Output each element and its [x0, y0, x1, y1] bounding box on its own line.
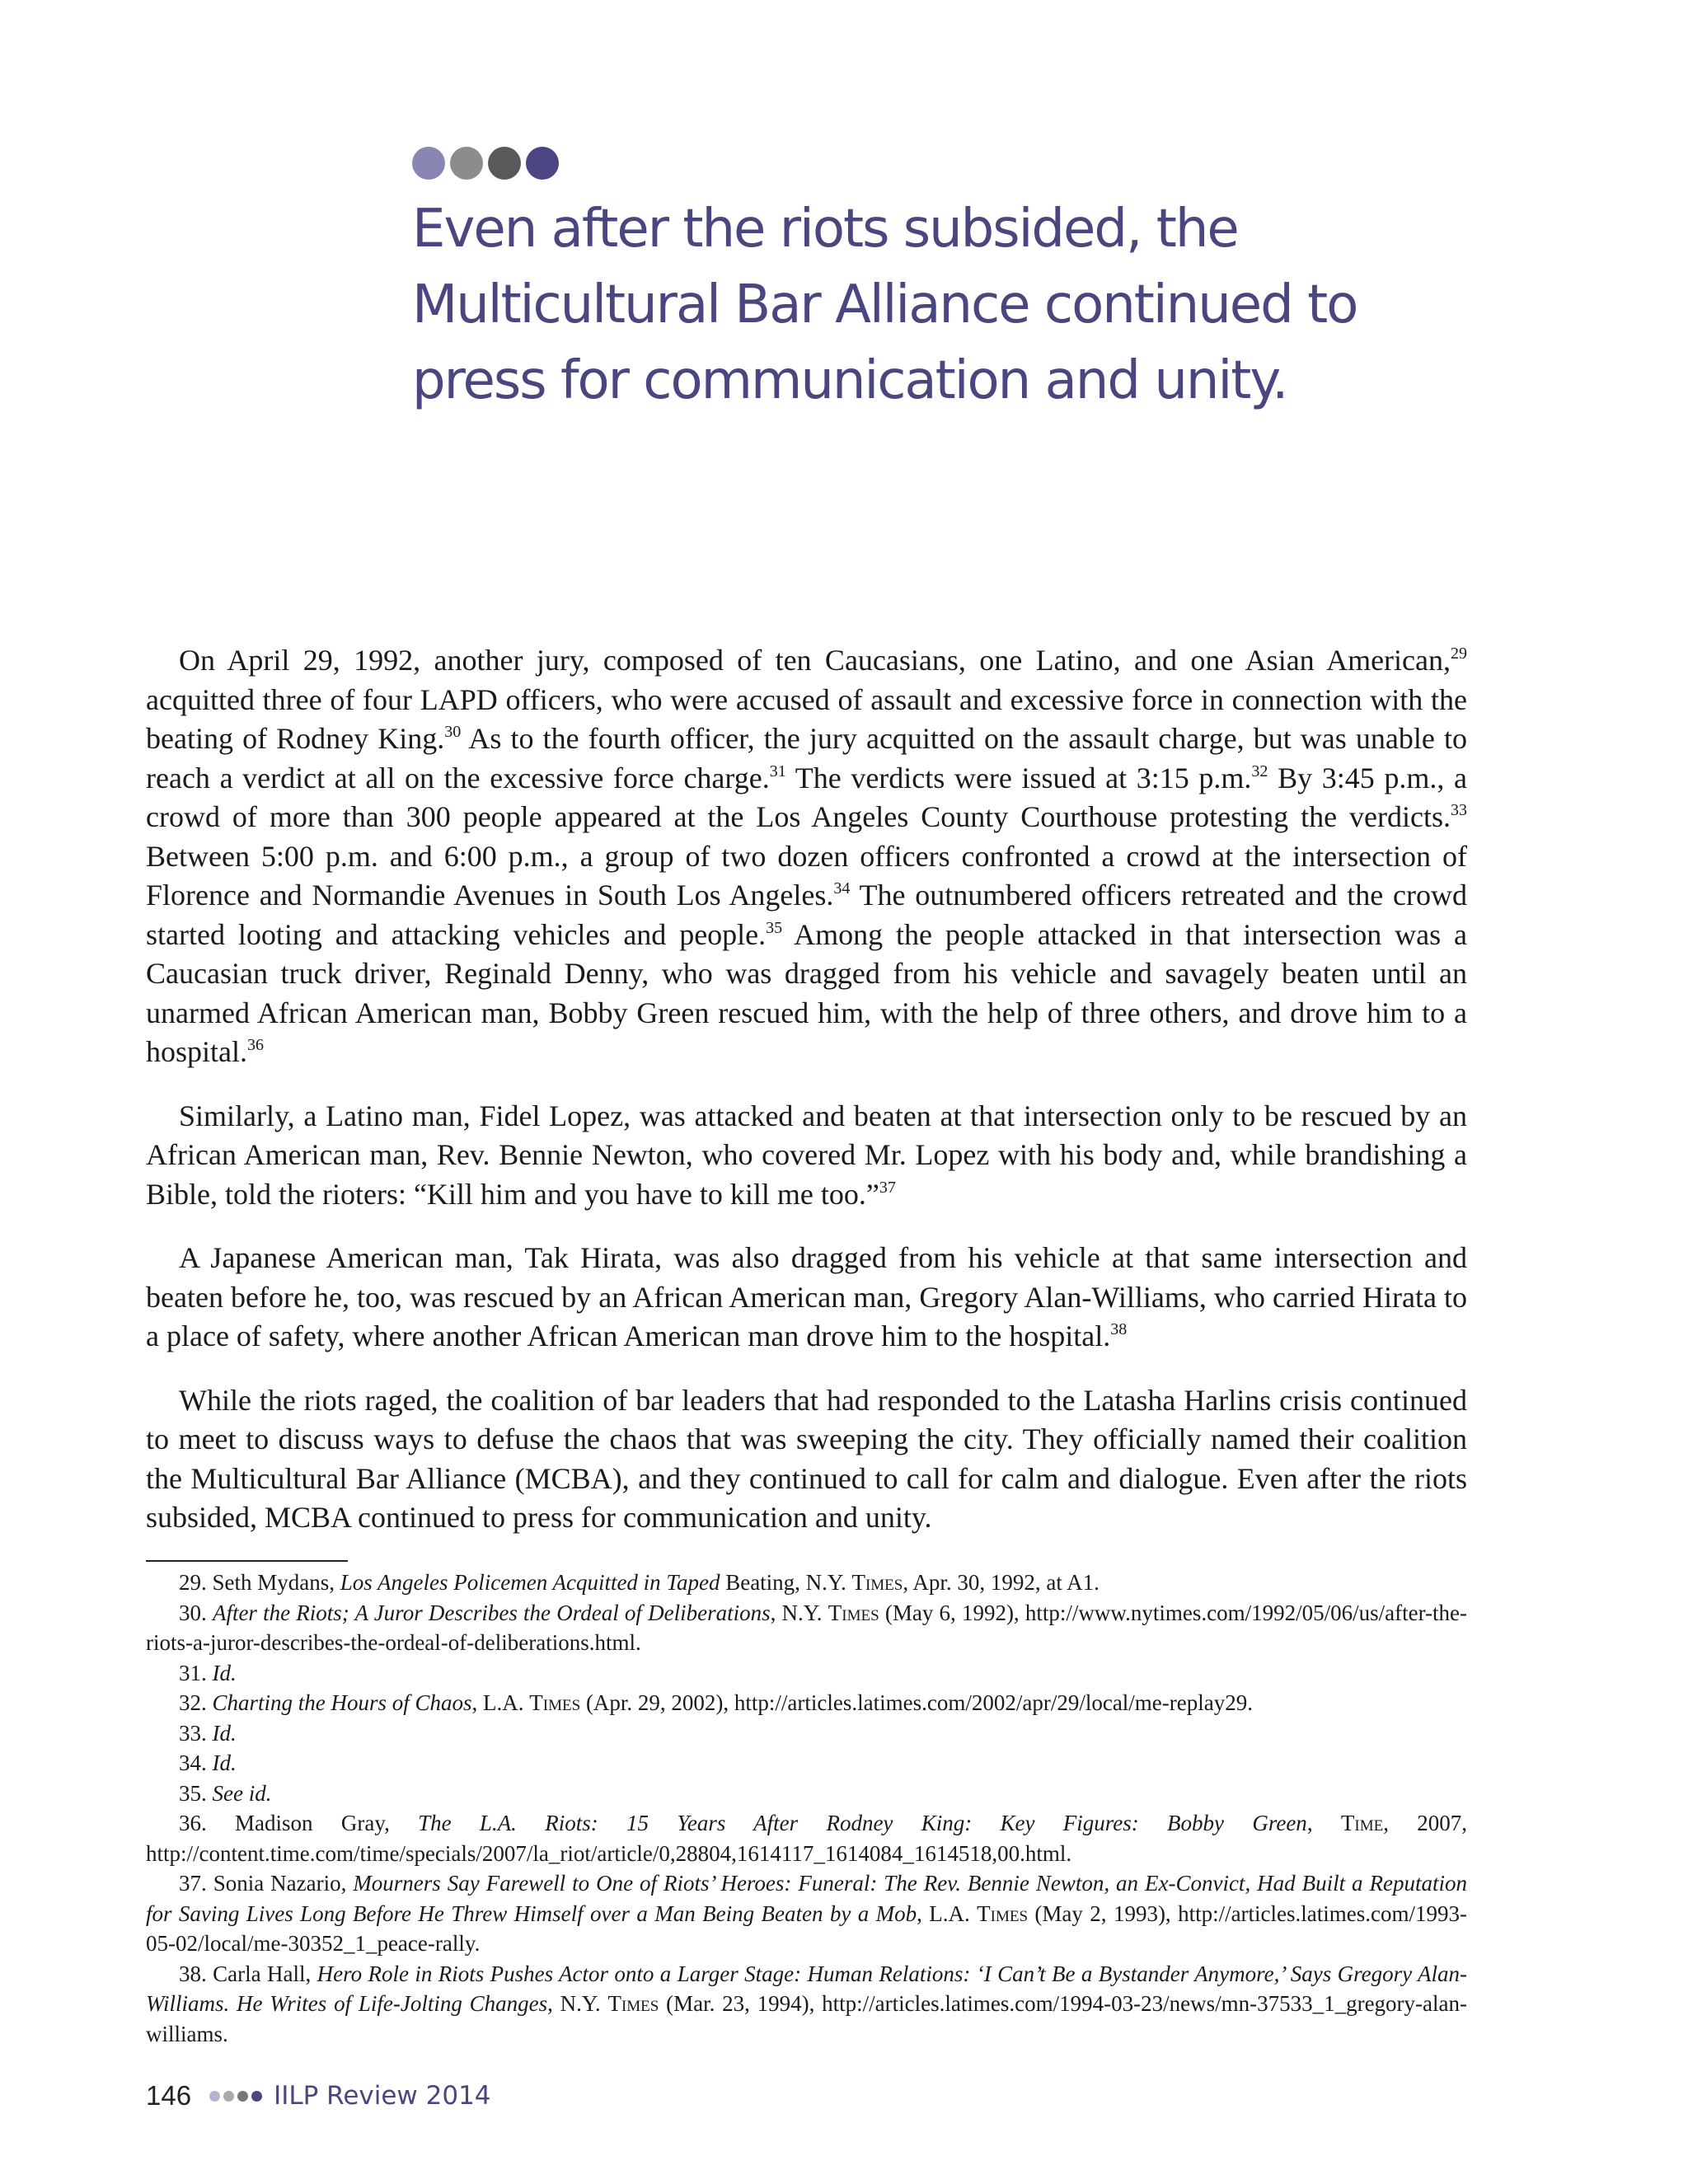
italic-title: Charting the Hours of Chaos	[212, 1690, 472, 1715]
italic-title: Id.	[212, 1720, 237, 1746]
italic-title: Id.	[212, 1660, 237, 1685]
text-run: 31.	[179, 1660, 213, 1685]
pull-quote	[412, 191, 1401, 419]
italic-title: The L.A. Riots: 15 Years After Rodney King: Key Figures: Bobby Green	[418, 1811, 1307, 1835]
text-run: 35.	[179, 1780, 213, 1806]
footnote	[146, 1779, 1467, 1809]
text-run: As to the fourth officer, the jury acquitted on the assault charge, but was unable to reach a verdict at all on the excessive force charge.	[146, 722, 1467, 794]
footnote-ref: 38	[1110, 1320, 1128, 1338]
dot-icon	[450, 147, 483, 180]
text-run: (May 6, 1992), http://www.nytimes.com/1992/05/06/us/after-the-riots-a-juror-describes-the-ordeal-of-deliberations.html.	[146, 1600, 1467, 1655]
text-run: (Apr. 29, 2002), http://articles.latimes.com/2002/apr/29/local/me-replay29.	[580, 1690, 1253, 1715]
text-run: 38. Carla Hall,	[179, 1961, 317, 1986]
text-run: The outnumbered officers retreated and the crowd started looting and attacking vehicles and people.	[146, 879, 1467, 951]
footnote	[146, 1688, 1467, 1718]
footnote	[146, 1748, 1467, 1779]
footnote	[146, 1959, 1467, 2050]
dot-icon	[526, 147, 559, 180]
footnote-ref: 35	[766, 918, 783, 937]
publication-name: Times	[607, 1991, 659, 2016]
text-run: , L.A.	[917, 1900, 978, 1926]
italic-title: Hero Role in Riots Pushes Actor onto a Larger Stage: Human Relations: ‘I Can’t Be a Bystander Anymore,’ Says Gregory Alan-Williams. He Writes of Life-Jolting Changes	[146, 1961, 1467, 2016]
body-paragraph	[146, 1381, 1467, 1538]
text-run: The verdicts were issued at 3:15 p.m.	[785, 761, 1252, 794]
decorative-dots	[412, 147, 559, 180]
text-run: 29. Seth Mydans,	[179, 1570, 340, 1595]
footnote-ref: 32	[1251, 762, 1268, 780]
body-paragraph	[146, 1239, 1467, 1357]
body-text	[146, 641, 1467, 1563]
text-run: acquitted three of four LAPD officers, who were accused of assault and excessive force in connection with the beating of Rodney King.	[146, 682, 1467, 755]
text-run: , 2007, http://content.time.com/time/specials/2007/la_riot/article/0,28804,1614117_1614084_1614518,00.html.	[146, 1811, 1468, 1866]
italic-title: Los Angeles Policemen Acquitted in Taped	[340, 1570, 720, 1595]
publication-title: IILP Review 2014	[274, 2081, 491, 2111]
text-run: On April 29, 1992, another jury, composed of ten Caucasians, one Latino, and one Asian American,	[179, 644, 1451, 677]
text-run: , L.A.	[471, 1690, 530, 1715]
italic-title: See id.	[212, 1780, 272, 1806]
text-run: Among the people attacked in that intersection was a Caucasian truck driver, Reginald Denny, who was dragged from his vehicle and savagely beaten until an unarmed African American man, Bobby Green rescued him, with the help of three others, and drove him to a hospital.	[146, 917, 1467, 1068]
footnotes	[146, 1568, 1467, 2049]
footnote	[146, 1808, 1467, 1868]
footnote-divider	[146, 1560, 348, 1562]
italic-title: Mourners Say Farewell to One of Riots’ Heroes: Funeral: The Rev. Bennie Newton, an Ex-Convict, Had Built a Reputation for Saving Lives Long Before He Threw Himself over a Man Being Beaten by a Mob	[146, 1871, 1467, 1926]
footnote	[146, 1658, 1467, 1689]
page-number: 146	[146, 2080, 192, 2111]
text-run: 32.	[179, 1690, 213, 1715]
dot-icon	[251, 2091, 262, 2102]
footnote	[146, 1868, 1467, 1959]
footnote	[146, 1598, 1467, 1658]
pull-quote-line: press for communication and unity.	[412, 350, 1287, 411]
body-paragraph	[146, 1097, 1467, 1215]
text-run: 37. Sonia Nazario,	[179, 1871, 354, 1896]
page-footer	[146, 2079, 491, 2112]
text-run: By 3:45 p.m., a crowd of more than 300 people appeared at the Los Angeles County Courthouse protesting the verdicts.	[146, 761, 1467, 833]
text-run: 34.	[179, 1750, 213, 1775]
text-run: Between 5:00 p.m. and 6:00 p.m., a group of two dozen officers confronted a crowd at the intersection of Florence and Normandie Avenues in South Los Angeles.	[146, 839, 1467, 912]
footnote-ref: 29	[1451, 644, 1467, 663]
dot-icon	[488, 147, 521, 180]
text-run: (Mar. 23, 1994), http://articles.latimes.com/1994-03-23/news/mn-37533_1_gregory-alan-williams.	[146, 1991, 1467, 2046]
footnote-ref: 31	[769, 762, 786, 780]
publication-name: Time	[1340, 1811, 1384, 1835]
text-run: 30.	[179, 1600, 213, 1625]
text-run: ,	[1306, 1811, 1341, 1835]
footer-dots	[209, 2091, 262, 2102]
footnote	[146, 1568, 1467, 1598]
pull-quote-line: Even after the riots subsided, the	[412, 199, 1238, 260]
dot-icon	[223, 2091, 234, 2102]
body-paragraph	[146, 641, 1467, 1072]
footnote-ref: 33	[1451, 801, 1467, 819]
dot-icon	[237, 2091, 248, 2102]
text-run: Similarly, a Latino man, Fidel Lopez, was attacked and beaten at that intersection only to be rescued by an African American man, Rev. Bennie Newton, who covered Mr. Lopez with his body and, while brandishing a Bible, told the rioters: “Kill him and you have to kill me too.”	[146, 1099, 1467, 1211]
text-run: , Apr. 30, 1992, at A1.	[903, 1570, 1100, 1595]
text-run: A Japanese American man, Tak Hirata, was also dragged from his vehicle at that same intersection and beaten before he, too, was rescued by an African American man, Gregory Alan-Williams, who carried Hirata to a place of safety, where another African American man drove him to the hospital.	[146, 1241, 1467, 1352]
publication-name: Times	[977, 1900, 1029, 1926]
publication-name: Times	[828, 1600, 879, 1625]
text-run: 33.	[179, 1720, 213, 1746]
text-run: While the riots raged, the coalition of bar leaders that had responded to the Latasha Harlins crisis continued to meet to discuss ways to defuse the chaos that was sweeping the city. They officially named their coalition the Multicultural Bar Alliance (MCBA), and they continued to call for calm and dialogue. Even after the riots subsided, MCBA continued to press for communication and unity.	[146, 1383, 1467, 1534]
publication-name: Times	[851, 1570, 903, 1595]
text-run: , N.Y.	[770, 1600, 828, 1625]
publication-name: Times	[529, 1690, 581, 1715]
footnote-ref: 37	[879, 1178, 896, 1197]
footnote-ref: 34	[833, 879, 851, 898]
text-run: 36. Madison Gray,	[179, 1811, 419, 1835]
pull-quote-line: Multicultural Bar Alliance continued to	[412, 274, 1357, 335]
italic-title: Id.	[212, 1750, 237, 1775]
text-run: Beating, N.Y.	[720, 1570, 852, 1595]
footnote-ref: 36	[247, 1036, 264, 1054]
dot-icon	[412, 147, 445, 180]
footnote	[146, 1718, 1467, 1749]
italic-title: After the Riots; A Juror Describes the Ordeal of Deliberations	[212, 1600, 771, 1625]
text-run: (May 2, 1993), http://articles.latimes.com/1993-05-02/local/me-30352_1_peace-rally.	[146, 1900, 1467, 1956]
text-run: , N.Y.	[547, 1991, 608, 2016]
footnote-ref: 30	[444, 723, 462, 741]
dot-icon	[209, 2091, 220, 2102]
